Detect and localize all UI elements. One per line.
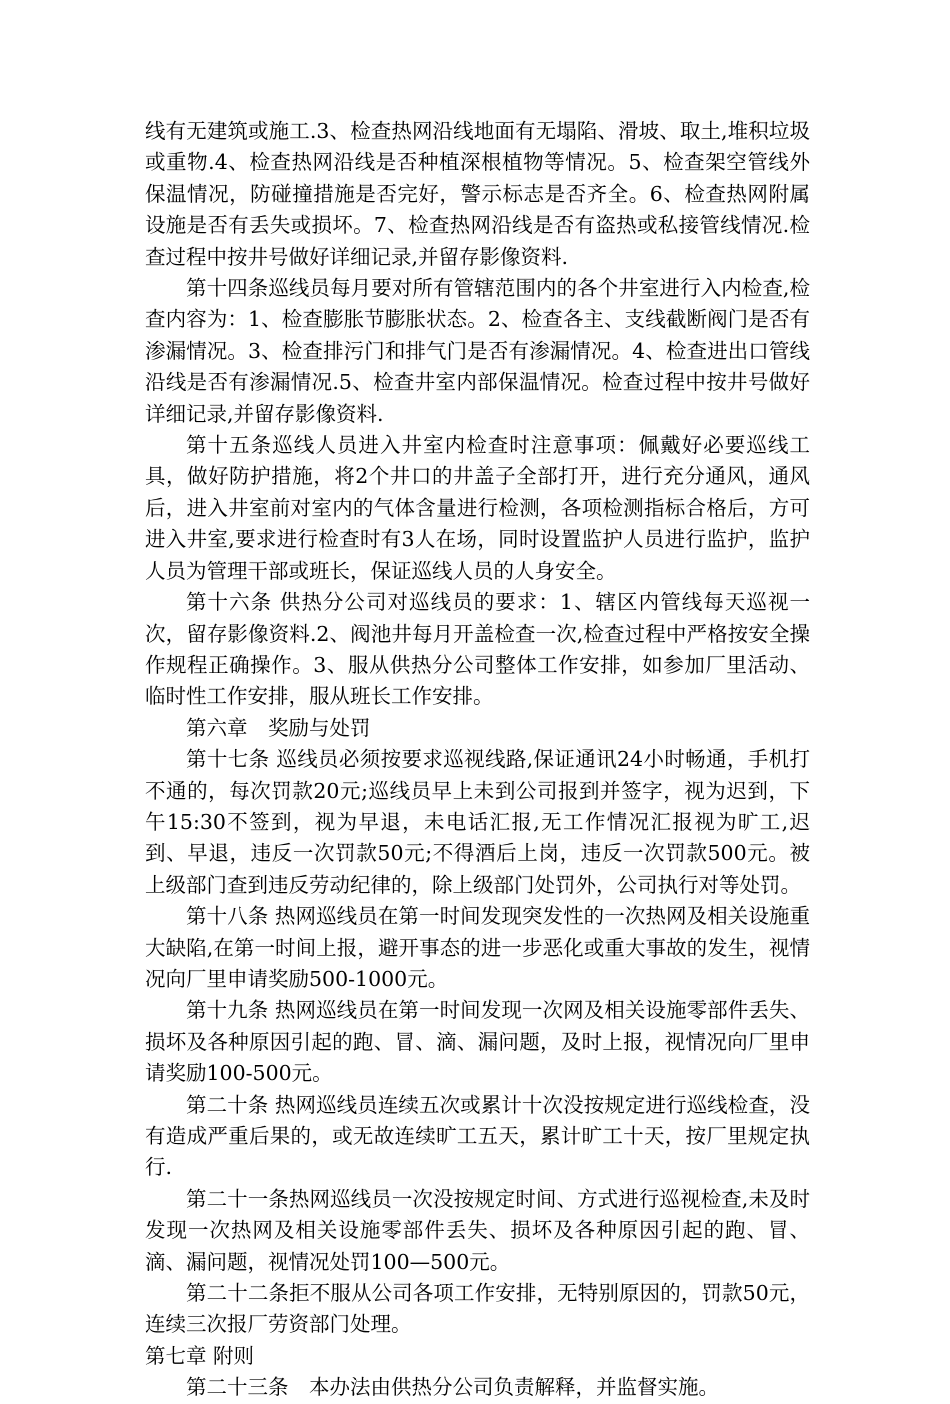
paragraph-article-18: 第十八条 热网巡线员在第一时间发现突发性的一次热网及相关设施重大缺陷,在第一时间上报，避开事态的进一步恶化或重大事故的发生，视情况向厂里申请奖励500-1000元。: [145, 904, 810, 991]
chapter-7-heading: 第七章 附则: [145, 1343, 255, 1368]
paragraph-article-15: 第十五条巡线人员进入井室内检查时注意事项：佩戴好必要巡线工具，做好防护措施，将2个井口的井盖子全部打开，进行充分通风，通风后，进入井室前对室内的气体含量进行检测，各项检测指标合格后，方可进入井室,要求进行检查时有3人在场，同时设置监护人员进行监护，监护人员为管理干部或班长，保证巡线人员的人身安全。: [145, 433, 810, 583]
paragraph-article-22: 第二十二条拒不服从公司各项工作安排，无特别原因的，罚款50元，连续三次报厂劳资部门处理。: [145, 1281, 810, 1337]
chapter-6-heading: 第六章 奖励与处罚: [186, 715, 371, 740]
document-page: [145, 116, 810, 1404]
paragraph-article-14: 第十四条巡线员每月要对所有管辖范围内的各个井室进行入内检查,检查内容为：1、检查膨胀节膨胀状态。2、检查各主、支线截断阀门是否有渗漏情况。3、检查排污门和排气门是否有渗漏情况。4、检查进出口管线沿线是否有渗漏情况.5、检查井室内部保温情况。检查过程中按井号做好详细记录,并留存影像资料.: [145, 276, 810, 426]
paragraph-article-16: 第十六条 供热分公司对巡线员的要求：1、辖区内管线每天巡视一次，留存影像资料.2、阀池井每月开盖检查一次,检查过程中严格按安全操作规程正确操作。3、服从供热分公司整体工作安排，如参加厂里活动、临时性工作安排，服从班长工作安排。: [145, 590, 810, 709]
paragraph-article-23: 第二十三条 本办法由供热分公司负责解释，并监督实施。: [186, 1375, 719, 1400]
paragraph-article-21: 第二十一条热网巡线员一次没按规定时间、方式进行巡视检查,未及时发现一次热网及相关设施零部件丢失、损坏及各种原因引起的跑、冒、滴、漏问题，视情况处罚100—500元。: [145, 1186, 810, 1274]
paragraph-article-17: 第十七条 巡线员必须按要求巡视线路,保证通讯24小时畅通，手机打不通的，每次罚款20元;巡线员早上未到公司报到并签字，视为迟到，下午15:30不签到，视为早退，未电话汇报,无工作情况汇报视为旷工,迟到、早退，违反一次罚款50元;不得酒后上岗，违反一次罚款500元。被上级部门查到违反劳动纪律的，除上级部门处罚外，公司执行对等处罚。: [145, 747, 810, 897]
paragraph-article-19: 第十九条 热网巡线员在第一时间发现一次网及相关设施零部件丢失、损坏及各种原因引起的跑、冒、滴、漏问题，及时上报，视情况向厂里申请奖励100-500元。: [145, 998, 810, 1086]
paragraph-continuation-inspection: 线有无建筑或施工.3、检查热网沿线地面有无塌陷、滑坡、取土,堆积垃圾或重物.4、检查热网沿线是否种植深根植物等情况。5、检查架空管线外保温情况，防碰撞措施是否完好，警示标志是否齐全。6、检查热网附属设施是否有丢失或损坏。7、检查热网沿线是否有盗热或私接管线情况.检查过程中按井号做好详细记录,并留存影像资料.: [145, 119, 810, 269]
paragraph-article-20: 第二十条 热网巡线员连续五次或累计十次没按规定进行巡线检查，没有造成严重后果的，或无故连续旷工五天，累计旷工十天，按厂里规定执行.: [145, 1092, 810, 1180]
